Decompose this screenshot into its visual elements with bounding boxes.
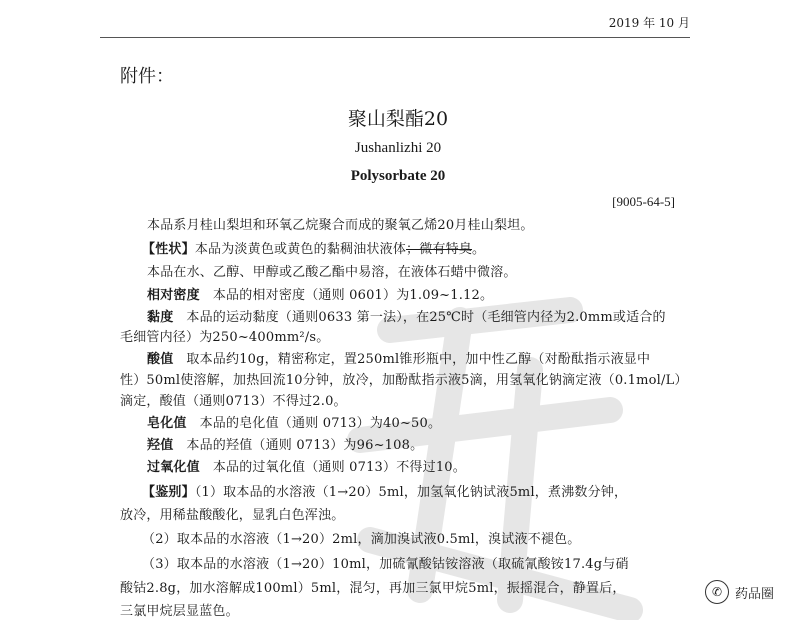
ident-3-line-1: （3）取本品的水溶液（1→20）10ml，加硫氰酸钴铵溶液（取硫氰酸铵17.4g与硝 <box>142 557 629 572</box>
ident-2-line: （2）取本品的水溶液（1→20）2ml，滴加溴试液0.5ml，溴试液不褪色。 <box>142 532 581 547</box>
ident-1-line-2: 放冷，用稀盐酸酸化，显乳白色浑浊。 <box>120 508 345 523</box>
acid-line-3: 滴定，酸值（通则0713）不得过2.0。 <box>120 394 347 409</box>
doc-title: 聚山梨酯20 <box>347 108 449 130</box>
viscosity-line-2: 毛细管内径）为250~400mm²/s。 <box>120 330 330 345</box>
attachment-label: 附件： <box>120 66 174 87</box>
wechat-icon: ✆ <box>705 580 729 604</box>
source-watermark <box>705 580 774 604</box>
ident-3-line-3: 三氯甲烷层显蓝色。 <box>120 604 239 619</box>
doc-pinyin: Jushanlizhi 20 <box>354 140 442 156</box>
ident-1-line-1: 【鉴别】（1）取本品的水溶液（1→20）5ml，加氢氧化钠试液5ml，煮沸数分钟， <box>142 485 628 500</box>
density-line: 相对密度 本品的相对密度（通则 0601）为1.09~1.12。 <box>147 288 494 303</box>
peroxide-line: 过氧化值 本品的过氧化值（通则 0713）不得过10。 <box>147 460 466 475</box>
xingzhuang-line: 【性状】本品为淡黄色或黄色的黏稠油状液体；微有特臭。 <box>142 242 486 257</box>
hydroxyl-line: 羟值 本品的羟值（通则 0713）为96~108。 <box>147 438 424 453</box>
saponification-line: 皂化值 本品的皂化值（通则 0713）为40~50。 <box>147 416 442 431</box>
solubility-line: 本品在水、乙醇、甲醇或乙酸乙酯中易溶，在液体石蜡中微溶。 <box>147 265 517 280</box>
intro-line: 本品系月桂山梨坦和环氧乙烷聚合而成的聚氧乙烯20月桂山梨坦。 <box>147 218 534 233</box>
watermark-text: 药品圈 <box>734 586 774 602</box>
doc-date: 2019 年 10 月 <box>608 16 690 30</box>
cas-number: [9005-64-5] <box>612 194 675 209</box>
header-rule <box>100 37 690 38</box>
doc-english-name: Polysorbate 20 <box>350 168 446 184</box>
acid-line-2: 性）50ml使溶解，加热回流10分钟，放冷，加酚酞指示液5滴，用氢氧化钠滴定液（0.1mol/L） <box>120 373 688 388</box>
acid-line-1: 酸值 取本品约10g，精密称定，置250ml锥形瓶中，加中性乙醇（对酚酞指示液显中 <box>147 352 651 367</box>
viscosity-line-1: 黏度 本品的运动黏度（通则0633 第一法），在25℃时（毛细管内径为2.0mm或适合的 <box>147 310 666 325</box>
ident-3-line-2: 酸钴2.8g，加水溶解成100ml）5ml，混匀，再加三氯甲烷5ml，振摇混合，静置后， <box>120 581 626 596</box>
